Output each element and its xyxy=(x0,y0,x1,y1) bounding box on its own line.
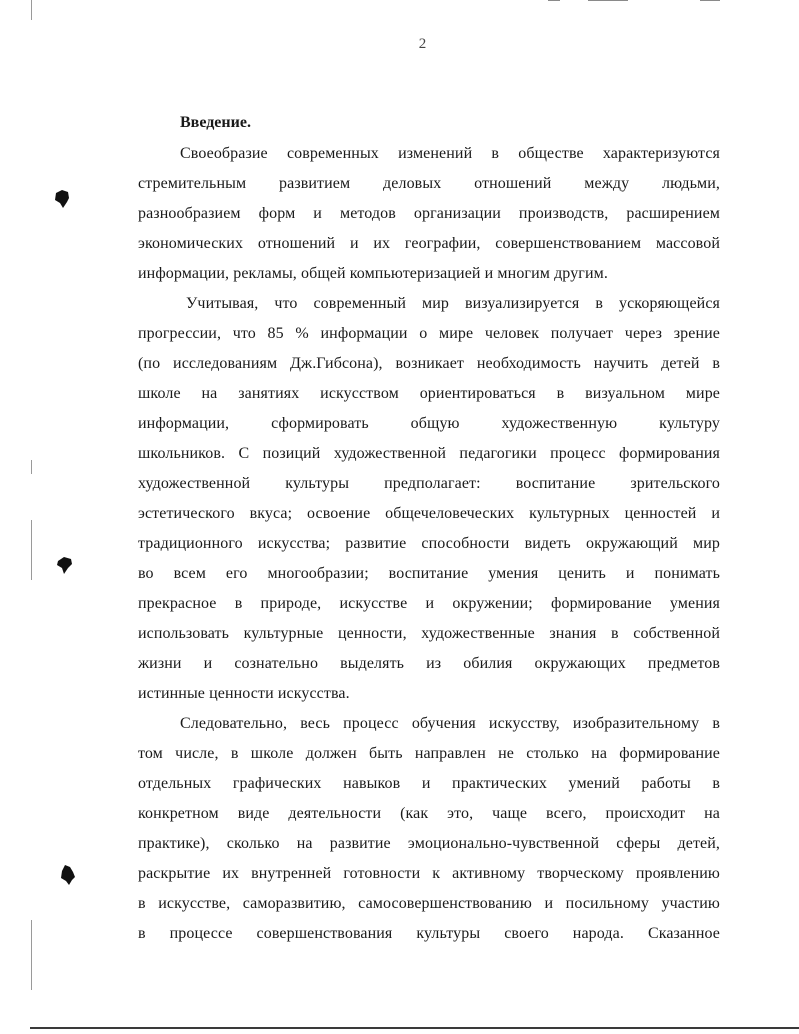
page-number: 2 xyxy=(418,36,427,52)
text-line: жизни и сознательно выделять из обилия окружающих предметов xyxy=(138,655,720,672)
text-line: эстетического вкуса; освоение общечеловеческих культурных ценностей и xyxy=(138,505,720,522)
text-line: художественной культуры предполагает: воспитание зрительского xyxy=(138,475,720,492)
text-line: раскрытие их внутренней готовности к активному творческому проявлению xyxy=(138,865,720,882)
scan-left-edge xyxy=(31,460,32,474)
text-line: в искусстве, саморазвитию, самосовершенствованию и посильному участию xyxy=(138,895,720,912)
text-line: традиционного искусства; развитие способности видеть окружающий мир xyxy=(138,535,720,552)
text-line: информации, рекламы, общей компьютеризацией и многим другим. xyxy=(138,265,608,282)
text-line: Следовательно, весь процесс обучения искусству, изобразительному в xyxy=(180,715,720,732)
scan-artifact-top xyxy=(548,0,560,1)
scan-left-edge xyxy=(31,0,32,20)
text-line: разнообразием форм и методов организации производств, расширением xyxy=(138,205,720,222)
text-line: информации, сформировать общую художественную культуру xyxy=(138,415,720,432)
text-line: во всем его многообразии; воспитание умения ценить и понимать xyxy=(138,565,720,582)
scan-artifact-top xyxy=(700,0,720,1)
text-line: конкретном виде деятельности (как это, чаще всего, происходит на xyxy=(138,805,720,822)
text-line: прекрасное в природе, искусстве и окружении; формирование умения xyxy=(138,595,720,612)
punch-hole-blot-icon xyxy=(56,556,74,576)
text-line: Учитывая, что современный мир визуализируется в ускоряющейся xyxy=(186,295,720,312)
text-line: прогрессии, что 85 % информации о мире человек получает через зрение xyxy=(138,325,720,342)
text-line: школе на занятиях искусством ориентироваться в визуальном мире xyxy=(138,385,720,402)
text-line: Своеобразие современных изменений в обществе характеризуются xyxy=(180,145,720,162)
punch-hole-blot-icon xyxy=(59,864,77,886)
text-line: отдельных графических навыков и практических умений работы в xyxy=(138,775,720,792)
scan-left-edge xyxy=(31,920,32,990)
text-line: том числе, в школе должен быть направлен не столько на формирование xyxy=(138,745,720,762)
text-line: истинные ценности искусства. xyxy=(138,685,350,702)
scan-left-edge xyxy=(31,520,32,580)
section-heading: Введение. xyxy=(180,114,251,131)
text-line: использовать культурные ценности, художественные знания в собственной xyxy=(138,625,720,642)
text-line: в процессе совершенствования культуры своего народа. Сказанное xyxy=(138,925,720,942)
scan-bottom-edge xyxy=(30,1027,799,1029)
text-line: школьников. С позиций художественной педагогики процесс формирования xyxy=(138,445,720,462)
text-line: стремительным развитием деловых отношений между людьми, xyxy=(138,175,720,192)
scan-artifact-top xyxy=(588,0,628,1)
text-line: практике), сколько на развитие эмоционально-чувственной сферы детей, xyxy=(138,835,720,852)
text-line: экономических отношений и их географии, совершенствованием массовой xyxy=(138,235,720,252)
punch-hole-blot-icon xyxy=(53,189,71,209)
text-line: (по исследованиям Дж.Гибсона), возникает необходимость научить детей в xyxy=(138,355,720,372)
